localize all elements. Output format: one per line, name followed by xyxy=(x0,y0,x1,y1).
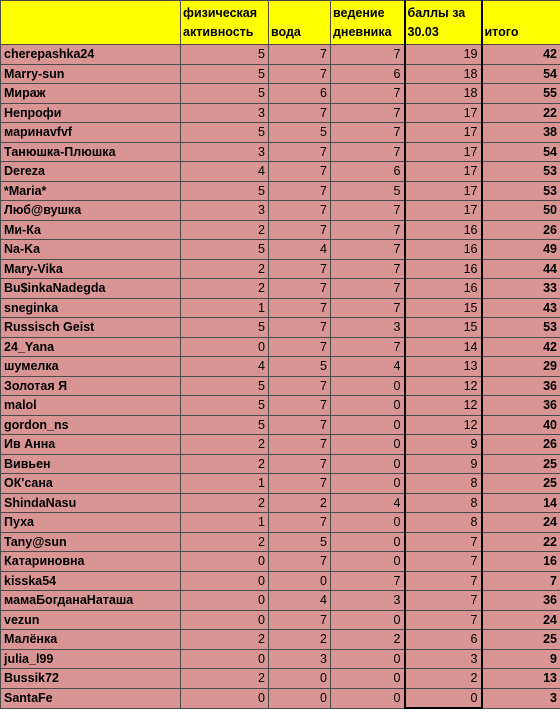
cell-diary[interactable]: 7 xyxy=(331,84,405,104)
cell-name[interactable]: Малёнка xyxy=(1,630,181,650)
cell-score[interactable]: 7 xyxy=(405,591,482,611)
cell-activity[interactable]: 2 xyxy=(181,279,269,299)
cell-water[interactable]: 7 xyxy=(269,298,331,318)
cell-name[interactable]: ShindaNasu xyxy=(1,493,181,513)
cell-name[interactable]: vezun xyxy=(1,610,181,630)
cell-score[interactable]: 7 xyxy=(405,610,482,630)
cell-water[interactable]: 7 xyxy=(269,318,331,338)
cell-water[interactable]: 7 xyxy=(269,279,331,299)
cell-diary[interactable]: 7 xyxy=(331,201,405,221)
table-row xyxy=(1,279,560,299)
cell-score[interactable]: 0 xyxy=(405,688,482,708)
cell-name[interactable]: sneginka xyxy=(1,298,181,318)
cell-name[interactable]: julia_l99 xyxy=(1,649,181,669)
cell-diary[interactable]: 3 xyxy=(331,591,405,611)
cell-water[interactable]: 5 xyxy=(269,357,331,377)
cell-activity[interactable]: 1 xyxy=(181,513,269,533)
cell-score[interactable]: 12 xyxy=(405,415,482,435)
cell-diary[interactable]: 7 xyxy=(331,220,405,240)
cell-diary[interactable]: 0 xyxy=(331,649,405,669)
cell-activity[interactable]: 0 xyxy=(181,571,269,591)
cell-activity[interactable]: 5 xyxy=(181,45,269,65)
cell-name[interactable]: *Maria* xyxy=(1,181,181,201)
cell-name[interactable]: Mary-Vika xyxy=(1,259,181,279)
cell-diary[interactable]: 7 xyxy=(331,259,405,279)
cell-diary[interactable]: 7 xyxy=(331,298,405,318)
cell-diary[interactable]: 4 xyxy=(331,357,405,377)
table-row xyxy=(1,201,560,221)
cell-score[interactable]: 2 xyxy=(405,669,482,689)
cell-water[interactable]: 7 xyxy=(269,552,331,572)
header-diary[interactable]: ведение дневника xyxy=(331,1,405,45)
cell-name[interactable]: Мираж xyxy=(1,84,181,104)
cell-name[interactable]: Tany@sun xyxy=(1,532,181,552)
cell-water[interactable]: 5 xyxy=(269,123,331,143)
cell-score[interactable]: 17 xyxy=(405,103,482,123)
cell-water[interactable]: 6 xyxy=(269,84,331,104)
cell-total[interactable]: 25 xyxy=(482,454,560,474)
cell-diary[interactable]: 6 xyxy=(331,162,405,182)
cell-water[interactable]: 0 xyxy=(269,571,331,591)
cell-score[interactable]: 17 xyxy=(405,181,482,201)
cell-diary[interactable]: 0 xyxy=(331,610,405,630)
table-row xyxy=(1,474,560,494)
cell-diary[interactable]: 0 xyxy=(331,454,405,474)
table-row xyxy=(1,357,560,377)
cell-diary[interactable]: 0 xyxy=(331,396,405,416)
cell-diary[interactable]: 4 xyxy=(331,493,405,513)
cell-total[interactable]: 55 xyxy=(482,84,560,104)
table-row xyxy=(1,64,560,84)
cell-activity[interactable]: 3 xyxy=(181,103,269,123)
cell-total[interactable]: 50 xyxy=(482,201,560,221)
cell-activity[interactable]: 0 xyxy=(181,591,269,611)
cell-total[interactable]: 3 xyxy=(482,688,560,708)
cell-name[interactable]: Ми-Ка xyxy=(1,220,181,240)
table-row xyxy=(1,45,560,65)
cell-score[interactable]: 8 xyxy=(405,493,482,513)
cell-total[interactable]: 42 xyxy=(482,337,560,357)
cell-activity[interactable]: 0 xyxy=(181,552,269,572)
cell-name[interactable]: gordon_ns xyxy=(1,415,181,435)
cell-total[interactable]: 16 xyxy=(482,552,560,572)
cell-name[interactable]: Пуха xyxy=(1,513,181,533)
cell-total[interactable]: 54 xyxy=(482,142,560,162)
cell-total[interactable]: 26 xyxy=(482,220,560,240)
table-row xyxy=(1,630,560,650)
cell-total[interactable]: 25 xyxy=(482,630,560,650)
cell-score[interactable]: 15 xyxy=(405,298,482,318)
cell-water[interactable]: 7 xyxy=(269,259,331,279)
cell-score[interactable]: 18 xyxy=(405,64,482,84)
table-row xyxy=(1,493,560,513)
cell-water[interactable]: 2 xyxy=(269,493,331,513)
cell-water[interactable]: 2 xyxy=(269,630,331,650)
cell-activity[interactable]: 5 xyxy=(181,123,269,143)
cell-name[interactable]: Bussik72 xyxy=(1,669,181,689)
cell-score[interactable]: 16 xyxy=(405,220,482,240)
cell-activity[interactable]: 2 xyxy=(181,532,269,552)
cell-score[interactable]: 12 xyxy=(405,376,482,396)
cell-water[interactable]: 7 xyxy=(269,415,331,435)
cell-activity[interactable]: 5 xyxy=(181,415,269,435)
cell-total[interactable]: 44 xyxy=(482,259,560,279)
table-row xyxy=(1,610,560,630)
table-row xyxy=(1,123,560,143)
cell-diary[interactable]: 7 xyxy=(331,571,405,591)
table-row xyxy=(1,571,560,591)
cell-activity[interactable]: 3 xyxy=(181,201,269,221)
cell-water[interactable]: 7 xyxy=(269,181,331,201)
cell-total[interactable]: 9 xyxy=(482,649,560,669)
cell-water[interactable]: 7 xyxy=(269,435,331,455)
cell-total[interactable]: 7 xyxy=(482,571,560,591)
cell-score[interactable]: 7 xyxy=(405,532,482,552)
cell-score[interactable]: 7 xyxy=(405,552,482,572)
cell-name[interactable]: Люб@вушка xyxy=(1,201,181,221)
cell-total[interactable]: 53 xyxy=(482,181,560,201)
cell-total[interactable]: 26 xyxy=(482,435,560,455)
cell-score[interactable]: 8 xyxy=(405,513,482,533)
cell-activity[interactable]: 2 xyxy=(181,669,269,689)
cell-total[interactable]: 43 xyxy=(482,298,560,318)
cell-name[interactable]: cherepashka24 xyxy=(1,45,181,65)
cell-total[interactable]: 29 xyxy=(482,357,560,377)
table-row xyxy=(1,513,560,533)
cell-water[interactable]: 7 xyxy=(269,474,331,494)
cell-activity[interactable]: 5 xyxy=(181,64,269,84)
table-row xyxy=(1,376,560,396)
cell-score[interactable]: 17 xyxy=(405,123,482,143)
cell-water[interactable]: 7 xyxy=(269,337,331,357)
cell-diary[interactable]: 0 xyxy=(331,474,405,494)
cell-diary[interactable]: 2 xyxy=(331,630,405,650)
cell-score[interactable]: 9 xyxy=(405,435,482,455)
cell-name[interactable]: шумелка xyxy=(1,357,181,377)
table-row xyxy=(1,103,560,123)
cell-diary[interactable]: 7 xyxy=(331,45,405,65)
cell-water[interactable]: 7 xyxy=(269,142,331,162)
cell-total[interactable]: 22 xyxy=(482,103,560,123)
header-water[interactable]: вода xyxy=(269,1,331,45)
cell-diary[interactable]: 7 xyxy=(331,103,405,123)
cell-score[interactable]: 18 xyxy=(405,84,482,104)
cell-score[interactable]: 19 xyxy=(405,45,482,65)
cell-total[interactable]: 40 xyxy=(482,415,560,435)
cell-name[interactable]: Золотая Я xyxy=(1,376,181,396)
cell-name[interactable]: malol xyxy=(1,396,181,416)
cell-activity[interactable]: 2 xyxy=(181,630,269,650)
cell-total[interactable]: 42 xyxy=(482,45,560,65)
cell-score[interactable]: 16 xyxy=(405,259,482,279)
cell-total[interactable]: 36 xyxy=(482,376,560,396)
cell-total[interactable]: 22 xyxy=(482,532,560,552)
cell-activity[interactable]: 0 xyxy=(181,610,269,630)
cell-total[interactable]: 38 xyxy=(482,123,560,143)
table-row xyxy=(1,298,560,318)
header-total[interactable]: итого xyxy=(482,1,560,45)
table-row xyxy=(1,220,560,240)
table-row xyxy=(1,84,560,104)
cell-activity[interactable]: 0 xyxy=(181,688,269,708)
cell-score[interactable]: 3 xyxy=(405,649,482,669)
cell-diary[interactable]: 0 xyxy=(331,415,405,435)
cell-water[interactable]: 7 xyxy=(269,396,331,416)
cell-diary[interactable]: 5 xyxy=(331,181,405,201)
table-row xyxy=(1,532,560,552)
cell-water[interactable]: 7 xyxy=(269,454,331,474)
cell-score[interactable]: 17 xyxy=(405,142,482,162)
cell-activity[interactable]: 5 xyxy=(181,376,269,396)
cell-score[interactable]: 7 xyxy=(405,571,482,591)
cell-score[interactable]: 17 xyxy=(405,201,482,221)
table-row xyxy=(1,396,560,416)
cell-diary[interactable]: 6 xyxy=(331,64,405,84)
cell-water[interactable]: 7 xyxy=(269,64,331,84)
cell-water[interactable]: 7 xyxy=(269,201,331,221)
cell-name[interactable]: Катариновна xyxy=(1,552,181,572)
cell-name[interactable]: Marry-sun xyxy=(1,64,181,84)
table-row xyxy=(1,240,560,260)
table-row xyxy=(1,337,560,357)
cell-diary[interactable]: 7 xyxy=(331,123,405,143)
cell-total[interactable]: 13 xyxy=(482,669,560,689)
cell-name[interactable]: Вивьен xyxy=(1,454,181,474)
cell-activity[interactable]: 5 xyxy=(181,318,269,338)
cell-activity[interactable]: 2 xyxy=(181,435,269,455)
table-row xyxy=(1,259,560,279)
cell-name[interactable]: Dereza xyxy=(1,162,181,182)
cell-score[interactable]: 12 xyxy=(405,396,482,416)
header-activity[interactable]: физическая активность xyxy=(181,1,269,45)
cell-activity[interactable]: 1 xyxy=(181,298,269,318)
cell-score[interactable]: 9 xyxy=(405,454,482,474)
header-score[interactable]: баллы за 30.03 xyxy=(405,1,482,45)
cell-water[interactable]: 7 xyxy=(269,103,331,123)
cell-water[interactable]: 7 xyxy=(269,376,331,396)
cell-activity[interactable]: 5 xyxy=(181,84,269,104)
table-row xyxy=(1,318,560,338)
cell-total[interactable]: 54 xyxy=(482,64,560,84)
cell-total[interactable]: 24 xyxy=(482,513,560,533)
cell-water[interactable]: 7 xyxy=(269,513,331,533)
cell-activity[interactable]: 5 xyxy=(181,240,269,260)
table-row xyxy=(1,181,560,201)
cell-name[interactable]: Ив Анна xyxy=(1,435,181,455)
cell-diary[interactable]: 7 xyxy=(331,142,405,162)
cell-name[interactable]: Танюшка-Плюшка xyxy=(1,142,181,162)
cell-activity[interactable]: 2 xyxy=(181,259,269,279)
cell-diary[interactable]: 0 xyxy=(331,513,405,533)
table-row xyxy=(1,649,560,669)
cell-total[interactable]: 14 xyxy=(482,493,560,513)
cell-diary[interactable]: 0 xyxy=(331,435,405,455)
cell-total[interactable]: 36 xyxy=(482,396,560,416)
cell-diary[interactable]: 0 xyxy=(331,376,405,396)
table-row xyxy=(1,552,560,572)
cell-activity[interactable]: 2 xyxy=(181,493,269,513)
cell-water[interactable]: 4 xyxy=(269,591,331,611)
cell-diary[interactable]: 7 xyxy=(331,279,405,299)
cell-activity[interactable]: 4 xyxy=(181,357,269,377)
cell-score[interactable]: 16 xyxy=(405,240,482,260)
cell-water[interactable]: 5 xyxy=(269,532,331,552)
cell-water[interactable]: 7 xyxy=(269,610,331,630)
cell-total[interactable]: 25 xyxy=(482,474,560,494)
cell-name[interactable]: Непрофи xyxy=(1,103,181,123)
cell-diary[interactable]: 3 xyxy=(331,318,405,338)
cell-total[interactable]: 49 xyxy=(482,240,560,260)
cell-diary[interactable]: 0 xyxy=(331,552,405,572)
cell-activity[interactable]: 4 xyxy=(181,162,269,182)
cell-name[interactable]: мамаБогданаНаташа xyxy=(1,591,181,611)
table-row xyxy=(1,162,560,182)
cell-diary[interactable]: 0 xyxy=(331,688,405,708)
cell-score[interactable]: 6 xyxy=(405,630,482,650)
cell-water[interactable]: 0 xyxy=(269,688,331,708)
header-row xyxy=(1,1,560,45)
cell-total[interactable]: 53 xyxy=(482,162,560,182)
cell-activity[interactable]: 1 xyxy=(181,474,269,494)
cell-activity[interactable]: 0 xyxy=(181,649,269,669)
cell-score[interactable]: 8 xyxy=(405,474,482,494)
table-row xyxy=(1,415,560,435)
cell-total[interactable]: 53 xyxy=(482,318,560,338)
table-row xyxy=(1,669,560,689)
cell-diary[interactable]: 0 xyxy=(331,669,405,689)
table-row xyxy=(1,591,560,611)
cell-score[interactable]: 13 xyxy=(405,357,482,377)
cell-diary[interactable]: 7 xyxy=(331,337,405,357)
table-row xyxy=(1,142,560,162)
cell-name[interactable]: kisska54 xyxy=(1,571,181,591)
cell-total[interactable]: 24 xyxy=(482,610,560,630)
cell-diary[interactable]: 0 xyxy=(331,532,405,552)
table-row xyxy=(1,454,560,474)
cell-activity[interactable]: 3 xyxy=(181,142,269,162)
table-row xyxy=(1,688,560,708)
cell-score[interactable]: 17 xyxy=(405,162,482,182)
cell-total[interactable]: 36 xyxy=(482,591,560,611)
cell-water[interactable]: 0 xyxy=(269,669,331,689)
cell-activity[interactable]: 5 xyxy=(181,181,269,201)
cell-water[interactable]: 4 xyxy=(269,240,331,260)
cell-activity[interactable]: 0 xyxy=(181,337,269,357)
cell-water[interactable]: 7 xyxy=(269,45,331,65)
table-row xyxy=(1,435,560,455)
cell-score[interactable]: 15 xyxy=(405,318,482,338)
header-name[interactable] xyxy=(1,1,181,45)
table-body xyxy=(1,45,560,709)
cell-water[interactable]: 7 xyxy=(269,162,331,182)
cell-name[interactable]: ОК'сана xyxy=(1,474,181,494)
cell-water[interactable]: 3 xyxy=(269,649,331,669)
cell-name[interactable]: Na-Ka xyxy=(1,240,181,260)
cell-diary[interactable]: 7 xyxy=(331,240,405,260)
cell-total[interactable]: 33 xyxy=(482,279,560,299)
cell-name[interactable]: Russisch Geist xyxy=(1,318,181,338)
cell-name[interactable]: маринаvfvf xyxy=(1,123,181,143)
cell-activity[interactable]: 2 xyxy=(181,220,269,240)
cell-name[interactable]: 24_Yana xyxy=(1,337,181,357)
cell-name[interactable]: Bu$inkaNadegda xyxy=(1,279,181,299)
cell-activity[interactable]: 5 xyxy=(181,396,269,416)
cell-score[interactable]: 16 xyxy=(405,279,482,299)
cell-name[interactable]: SantaFe xyxy=(1,688,181,708)
cell-water[interactable]: 7 xyxy=(269,220,331,240)
cell-activity[interactable]: 2 xyxy=(181,454,269,474)
cell-score[interactable]: 14 xyxy=(405,337,482,357)
